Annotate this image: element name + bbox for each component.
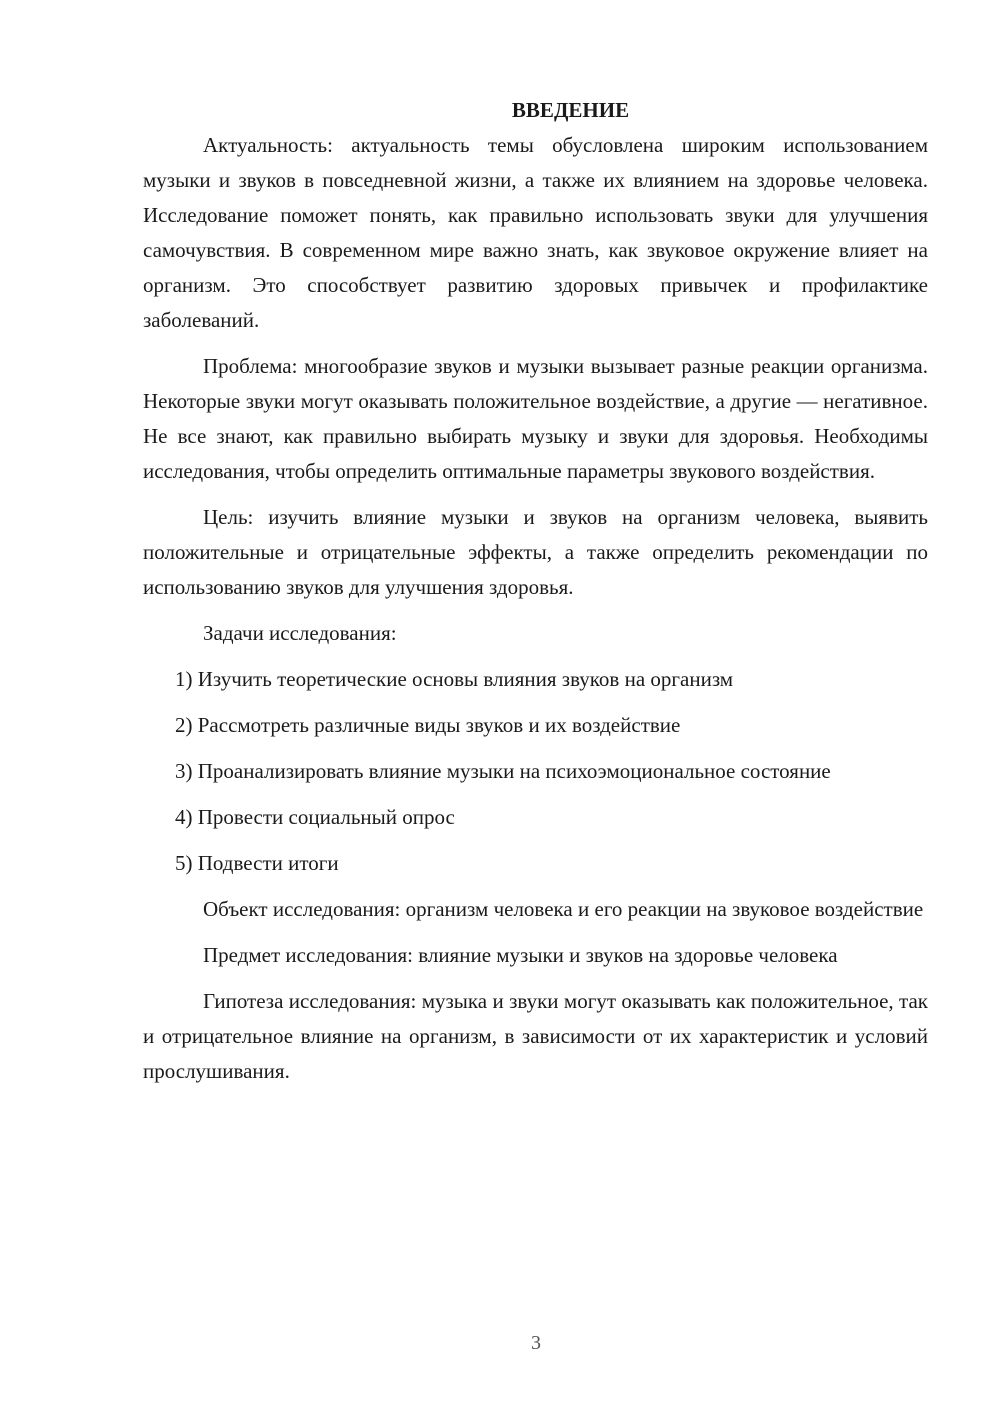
relevance-paragraph: Актуальность: актуальность темы обусловлена широким использованием музыки и звуков в повседневной жизни, а также их влиянием на здоровье человека. Исследование поможет понять, как правильно использовать звуки для улучшения самочувствия. В современном мире важно знать, как звуковое окружение влияет на организм. Это способствует развитию здоровых привычек и профилактике заболеваний. bbox=[143, 133, 928, 332]
task-item-1: 1) Изучить теоретические основы влияния звуков на организм bbox=[175, 667, 734, 691]
goal-paragraph: Цель: изучить влияние музыки и звуков на организм человека, выявить положительные и отрицательные эффекты, а также определить рекомендации по использованию звуков для улучшения здоровья. bbox=[143, 505, 928, 599]
tasks-label: Задачи исследования: bbox=[203, 621, 397, 645]
subject-paragraph: Предмет исследования: влияние музыки и звуков на здоровье человека bbox=[203, 943, 838, 967]
task-item-5: 5) Подвести итоги bbox=[175, 851, 339, 875]
task-item-3: 3) Проанализировать влияние музыки на психоэмоциональное состояние bbox=[175, 759, 831, 783]
problem-paragraph: Проблема: многообразие звуков и музыки вызывает разные реакции организма. Некоторые звуки могут оказывать положительное воздействие, а другие — негативное. Не все знают, как правильно выбирать музыку и звуки для здоровья. Необходимы исследования, чтобы определить оптимальные параметры звукового воздействия. bbox=[143, 354, 928, 483]
task-item-4: 4) Провести социальный опрос bbox=[175, 805, 455, 829]
hypothesis-paragraph: Гипотеза исследования: музыка и звуки могут оказывать как положительное, так и отрицательное влияние на организм, в зависимости от их характеристик и условий прослушивания. bbox=[143, 989, 928, 1083]
document-page bbox=[143, 93, 928, 1100]
task-item-2: 2) Рассмотреть различные виды звуков и их воздействие bbox=[175, 713, 681, 737]
page-title: ВВЕДЕНИЕ bbox=[511, 98, 630, 122]
page-number: 3 bbox=[531, 1332, 541, 1354]
object-paragraph: Объект исследования: организм человека и его реакции на звуковое воздействие bbox=[203, 897, 924, 921]
